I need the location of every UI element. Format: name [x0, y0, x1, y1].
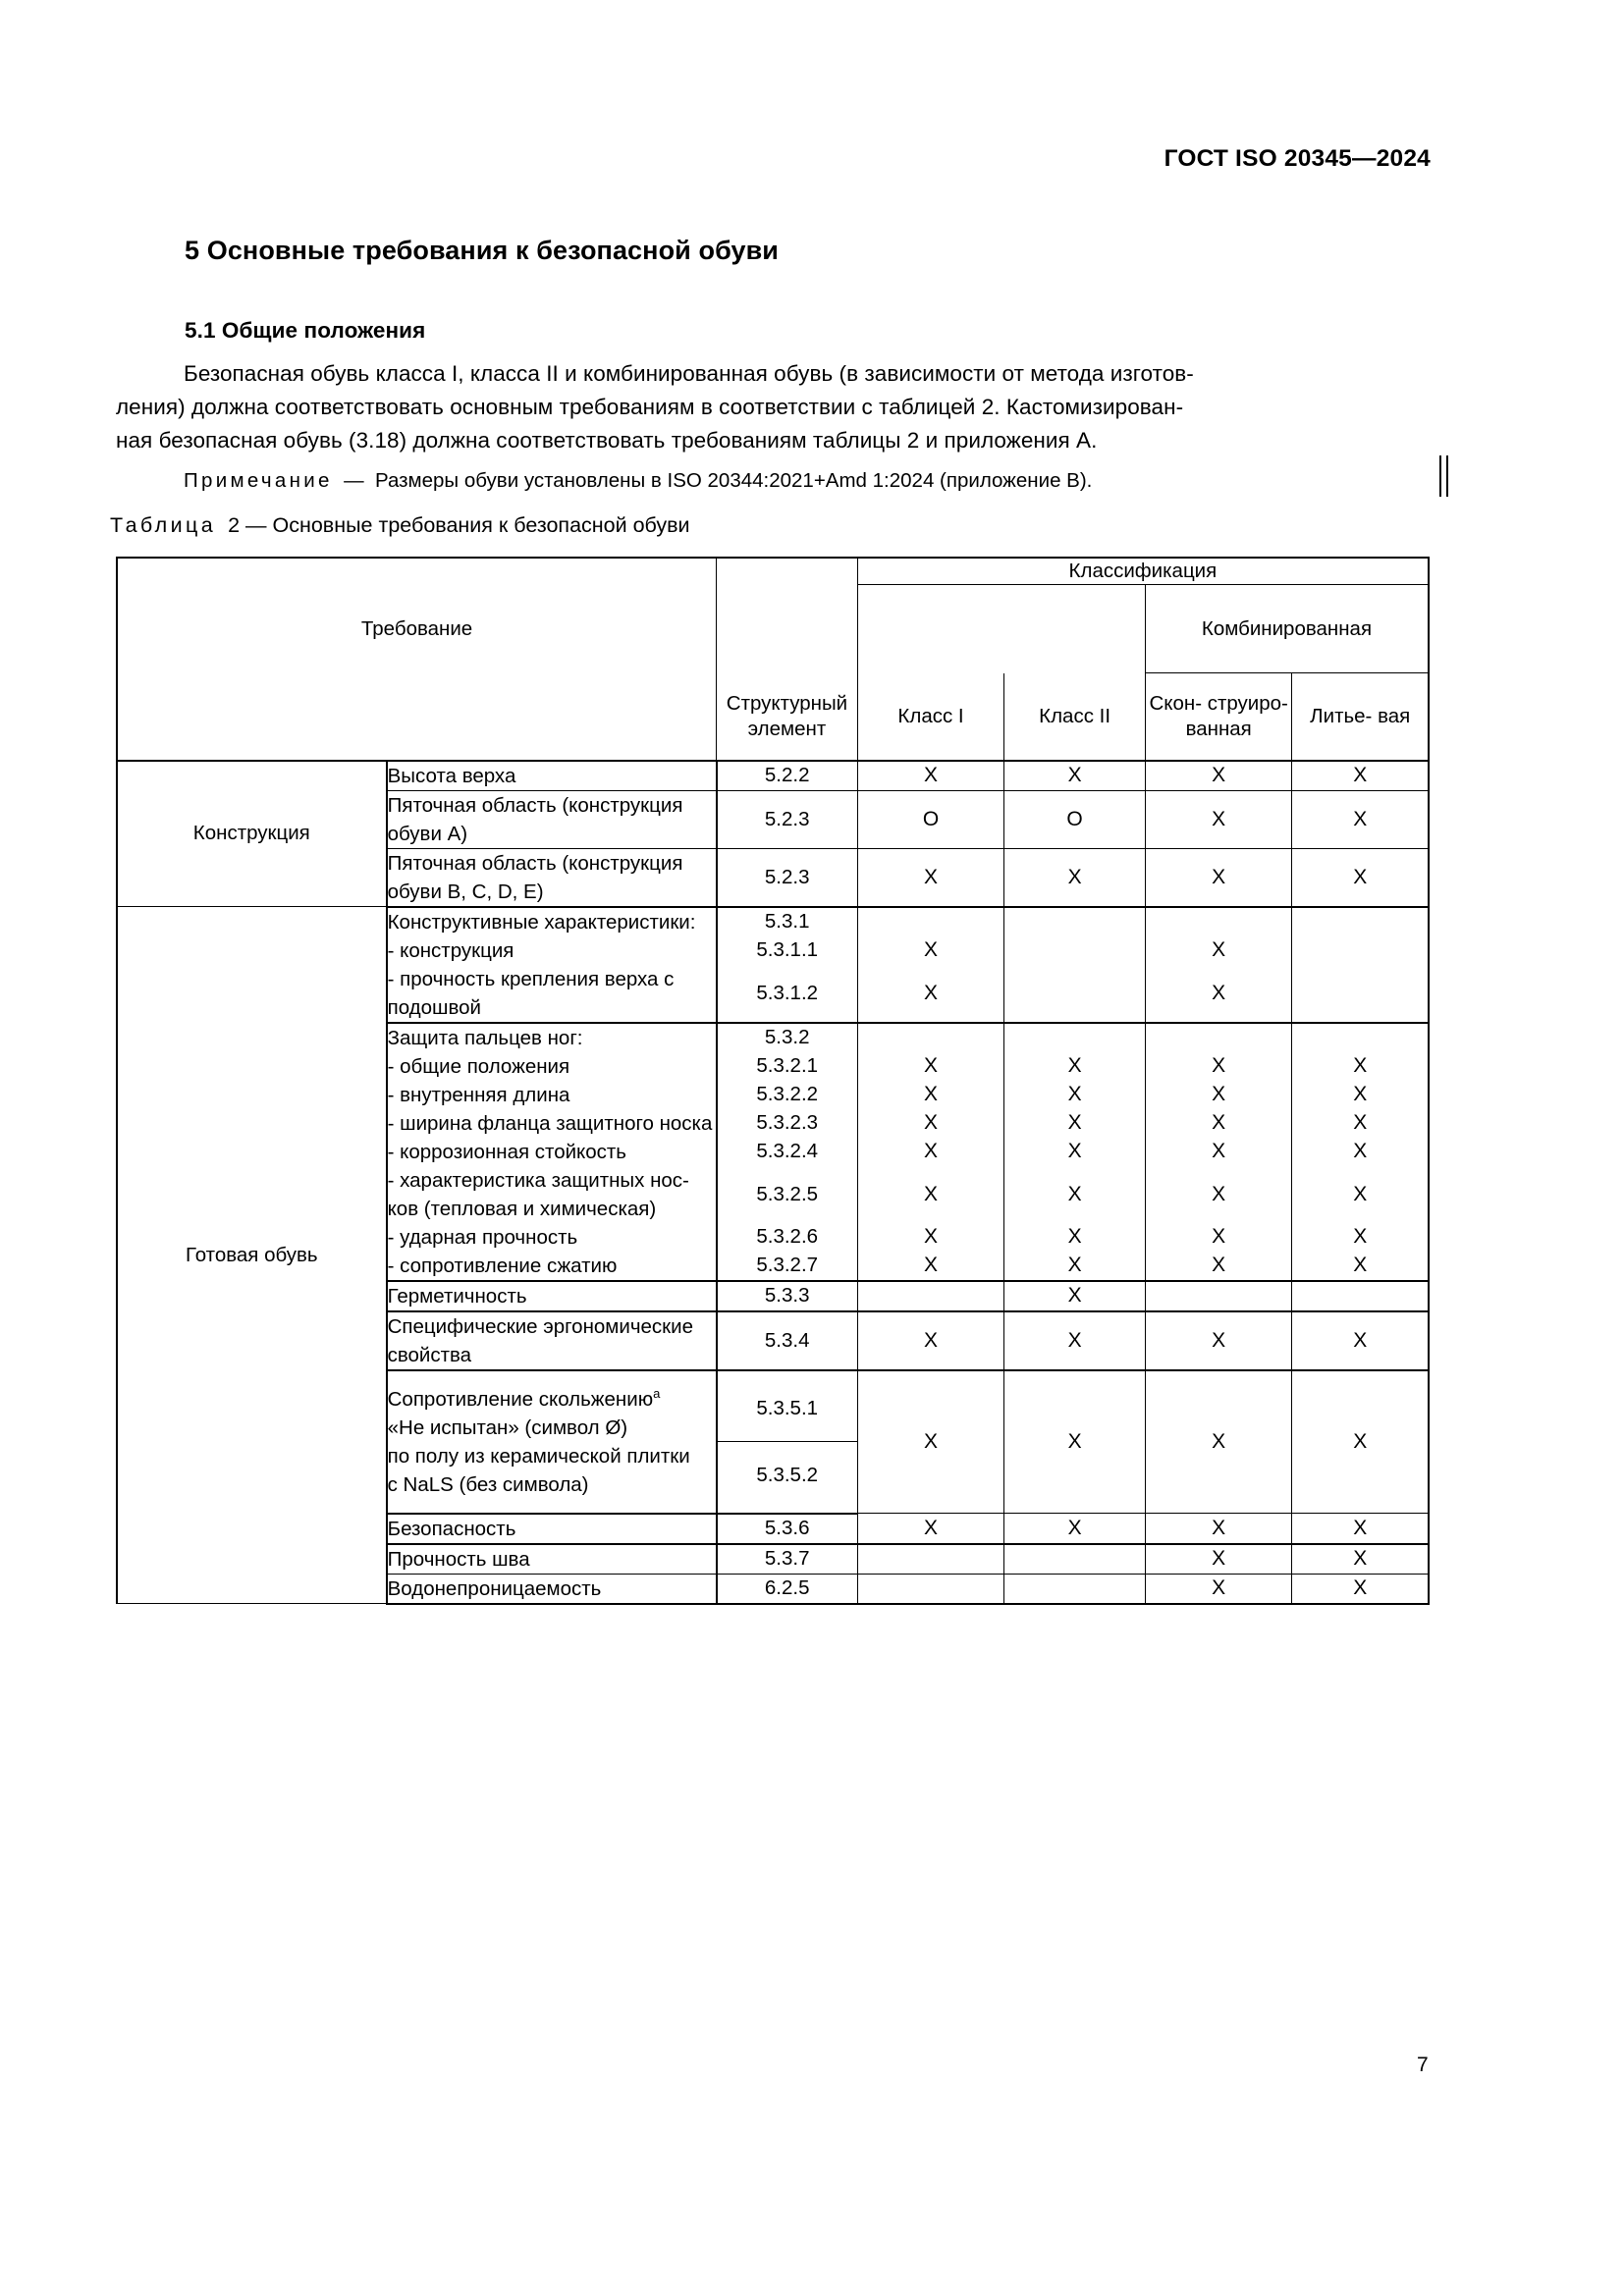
table-2-caption	[110, 513, 690, 538]
cell-requirement: Конструктивные характеристики:	[387, 907, 717, 936]
cell-requirement: - характеристика защитных нос- ков (тепловая и химическая)	[387, 1166, 717, 1223]
cell-section: 5.3.6	[717, 1514, 858, 1544]
clause-5-1-body	[116, 357, 1434, 496]
cell-class-1: X	[857, 965, 1003, 1023]
table-header-constructed: Скон- струиро- ванная	[1145, 673, 1291, 761]
cell-section-slip-1: 5.3.5.1	[717, 1370, 858, 1442]
cell-requirement: Высота верха	[387, 761, 717, 791]
table-row	[117, 907, 1429, 936]
cell-molded: X	[1292, 790, 1429, 848]
clause-5-heading: 5 Основные требования к безопасной обуви	[185, 236, 780, 266]
page-number: 7	[1417, 2054, 1429, 2076]
table-row	[117, 761, 1429, 791]
cell-class-2: O	[1004, 790, 1146, 848]
cell-class-1: X	[857, 1311, 1003, 1370]
cell-molded: X	[1292, 1223, 1429, 1252]
cell-requirement-slip-part-1	[387, 1370, 717, 1442]
paragraph-line-1: Безопасная обувь класса I, класса II и комбинированная обувь (в зависимости от метода изготов-	[184, 361, 1194, 386]
cell-class-2: X	[1004, 848, 1146, 907]
cell-requirement: Безопасность	[387, 1514, 717, 1544]
cell-class-1: O	[857, 790, 1003, 848]
paragraph-line-2: ления) должна соответствовать основным требованиям в соответствии с таблицей 2. Кастомизирован-	[116, 395, 1184, 419]
cell-constructed: X	[1145, 761, 1291, 791]
cell-class-2	[1004, 965, 1146, 1023]
cell-molded: X	[1292, 1514, 1429, 1544]
table-header-structural-element-spacer	[717, 585, 858, 673]
cell-molded	[1292, 1281, 1429, 1311]
cell-section: 5.3.1	[717, 907, 858, 936]
cell-requirement: - общие положения	[387, 1052, 717, 1081]
cell-section: 5.2.2	[717, 761, 858, 791]
cell-class-1: X	[857, 761, 1003, 791]
cell-constructed: X	[1145, 848, 1291, 907]
cell-molded: X	[1292, 1081, 1429, 1109]
table-caption-number: 2	[228, 513, 241, 537]
slip-line-4: с NaLS (без символа)	[387, 1472, 589, 1496]
paragraph-line-3: ная безопасная обувь (3.18) должна соответствовать требованиям таблицы 2 и приложения А.	[116, 428, 1098, 453]
cell-class-2: X	[1004, 1223, 1146, 1252]
cell-molded: X	[1292, 1574, 1429, 1604]
cell-class-1: X	[857, 1138, 1003, 1166]
cell-constructed	[1145, 1023, 1291, 1052]
table-header-classification: Классификация	[857, 558, 1429, 585]
cell-molded	[1292, 907, 1429, 936]
cell-molded: X	[1292, 1109, 1429, 1138]
note-text: Размеры обуви установлены в ISO 20344:2021+Amd 1:2024 (приложение В).	[374, 469, 1093, 492]
cell-class-1	[857, 1574, 1003, 1604]
cell-requirement: - сопротивление сжатию	[387, 1252, 717, 1281]
cell-class-1-slip: X	[857, 1370, 1003, 1514]
cell-class-1: X	[857, 936, 1003, 965]
row-group-konstrukciya: Конструкция	[117, 761, 387, 907]
slip-line-2: «Не испытан» (символ Ø)	[387, 1415, 628, 1439]
cell-molded: X	[1292, 1052, 1429, 1081]
cell-class-2: X	[1004, 1166, 1146, 1223]
cell-constructed	[1145, 907, 1291, 936]
cell-class-1	[857, 1281, 1003, 1311]
table-header-class-2: Класс II	[1004, 673, 1146, 761]
cell-section: 5.3.7	[717, 1544, 858, 1575]
cell-class-2: X	[1004, 1281, 1146, 1311]
cell-class-1: X	[857, 1223, 1003, 1252]
cell-section: 5.3.1.2	[717, 965, 858, 1023]
cell-molded: X	[1292, 848, 1429, 907]
cell-constructed: X	[1145, 1109, 1291, 1138]
cell-class-1	[857, 1544, 1003, 1575]
cell-class-1	[857, 1023, 1003, 1052]
cell-section-slip-2: 5.3.5.2	[717, 1442, 858, 1514]
requirements-table	[116, 557, 1430, 1605]
cell-class-2-slip: X	[1004, 1370, 1146, 1514]
cell-class-2: X	[1004, 1311, 1146, 1370]
cell-class-2	[1004, 936, 1146, 965]
cell-class-1: X	[857, 1252, 1003, 1281]
cell-section: 5.2.3	[717, 848, 858, 907]
cell-class-2	[1004, 1023, 1146, 1052]
cell-class-1: X	[857, 1166, 1003, 1223]
cell-molded: X	[1292, 1311, 1429, 1370]
cell-requirement: Пяточная область (конструкция обуви А)	[387, 790, 717, 848]
cell-section: 5.3.2.2	[717, 1081, 858, 1109]
subclause-5-1-heading: 5.1 Общие положения	[185, 317, 426, 343]
cell-requirement: - ударная прочность	[387, 1223, 717, 1252]
row-group-gotovaya-obuv: Готовая обувь	[117, 907, 387, 1604]
cell-class-2: X	[1004, 761, 1146, 791]
cell-class-2	[1004, 1544, 1146, 1575]
cell-class-2: X	[1004, 1109, 1146, 1138]
cell-section: 5.3.2.5	[717, 1166, 858, 1223]
cell-section: 5.3.2.1	[717, 1052, 858, 1081]
cell-constructed: X	[1145, 1052, 1291, 1081]
cell-constructed: X	[1145, 1223, 1291, 1252]
cell-section: 5.3.1.1	[717, 936, 858, 965]
cell-section: 5.3.2	[717, 1023, 858, 1052]
cell-molded	[1292, 936, 1429, 965]
cell-constructed: X	[1145, 1081, 1291, 1109]
cell-class-2: X	[1004, 1252, 1146, 1281]
cell-constructed: X	[1145, 1514, 1291, 1544]
cell-constructed: X	[1145, 1574, 1291, 1604]
cell-constructed: X	[1145, 1544, 1291, 1575]
cell-constructed: X	[1145, 1166, 1291, 1223]
cell-requirement: Прочность шва	[387, 1544, 717, 1575]
note-paragraph	[116, 466, 1434, 496]
cell-class-2: X	[1004, 1138, 1146, 1166]
cell-class-2	[1004, 1574, 1146, 1604]
cell-requirement: - конструкция	[387, 936, 717, 965]
cell-section: 5.3.3	[717, 1281, 858, 1311]
cell-molded: X	[1292, 1166, 1429, 1223]
cell-constructed: X	[1145, 790, 1291, 848]
footnote-marker-a: a	[653, 1385, 661, 1401]
cell-section: 6.2.5	[717, 1574, 858, 1604]
cell-class-2: X	[1004, 1052, 1146, 1081]
cell-constructed-slip: X	[1145, 1370, 1291, 1514]
running-header-standard-ref: ГОСТ ISO 20345—2024	[1164, 145, 1431, 172]
table-header-requirement: Требование	[117, 585, 717, 673]
table-caption-dash: —	[245, 513, 267, 537]
cell-section: 5.3.2.4	[717, 1138, 858, 1166]
cell-requirement-slip-part-2	[387, 1442, 717, 1514]
slip-line-1: Сопротивление скольжению	[387, 1387, 654, 1411]
cell-section: 5.3.2.3	[717, 1109, 858, 1138]
cell-constructed: X	[1145, 1138, 1291, 1166]
cell-requirement: Герметичность	[387, 1281, 717, 1311]
table-header-class-1: Класс I	[857, 673, 1003, 761]
note-label: Примечание	[184, 469, 333, 492]
cell-molded: X	[1292, 761, 1429, 791]
cell-requirement: Защита пальцев ног:	[387, 1023, 717, 1052]
note-dash: —	[344, 469, 364, 492]
table-header-combined: Комбинированная	[1145, 585, 1429, 673]
cell-constructed: X	[1145, 1311, 1291, 1370]
cell-constructed: X	[1145, 1252, 1291, 1281]
cell-class-1: X	[857, 848, 1003, 907]
cell-section: 5.3.2.7	[717, 1252, 858, 1281]
cell-requirement: Пяточная область (конструкция обуви B, C, D, E)	[387, 848, 717, 907]
table-body	[117, 761, 1429, 1604]
cell-class-1: X	[857, 1081, 1003, 1109]
cell-constructed: X	[1145, 965, 1291, 1023]
cell-class-2: X	[1004, 1081, 1146, 1109]
cell-class-1: X	[857, 1109, 1003, 1138]
table-caption-word: Таблица	[110, 513, 217, 537]
cell-constructed	[1145, 1281, 1291, 1311]
table-header-structural-element: Структурный элемент	[717, 673, 858, 761]
cell-molded: X	[1292, 1544, 1429, 1575]
cell-section: 5.3.2.6	[717, 1223, 858, 1252]
cell-class-1: X	[857, 1052, 1003, 1081]
cell-class-2	[1004, 907, 1146, 936]
cell-requirement: Специфические эргономические свойства	[387, 1311, 717, 1370]
cell-requirement: Водонепроницаемость	[387, 1574, 717, 1604]
cell-molded-slip: X	[1292, 1370, 1429, 1514]
cell-requirement: - ширина фланца защитного носка	[387, 1109, 717, 1138]
slip-line-3: по полу из керамической плитки	[387, 1444, 690, 1468]
cell-molded: X	[1292, 1252, 1429, 1281]
cell-section: 5.3.4	[717, 1311, 858, 1370]
table-header-molded: Литье- вая	[1292, 673, 1429, 761]
cell-section: 5.2.3	[717, 790, 858, 848]
cell-molded	[1292, 965, 1429, 1023]
change-bar-mark	[1439, 455, 1448, 497]
cell-class-1	[857, 907, 1003, 936]
cell-class-2: X	[1004, 1514, 1146, 1544]
table-caption-title: Основные требования к безопасной обуви	[272, 513, 690, 537]
cell-constructed: X	[1145, 936, 1291, 965]
cell-requirement: - коррозионная стойкость	[387, 1138, 717, 1166]
cell-molded: X	[1292, 1138, 1429, 1166]
cell-class-1: X	[857, 1514, 1003, 1544]
cell-molded	[1292, 1023, 1429, 1052]
cell-requirement: - внутренняя длина	[387, 1081, 717, 1109]
table-head	[117, 558, 1429, 761]
cell-requirement: - прочность крепления верха с подошвой	[387, 965, 717, 1023]
